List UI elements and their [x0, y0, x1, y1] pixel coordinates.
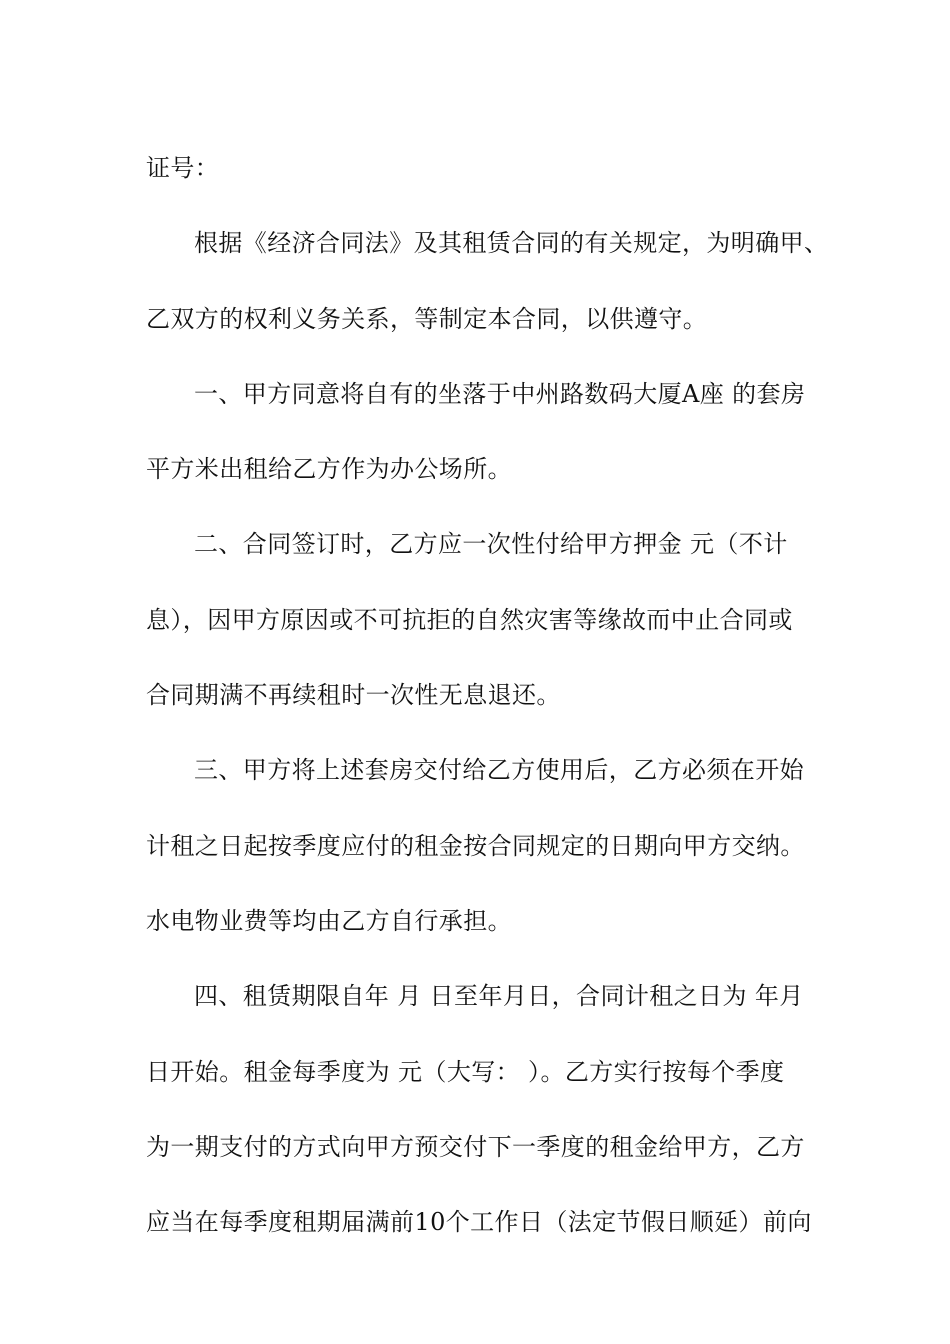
text-line-clause-1-b: 平方米出租给乙方作为办公场所。: [146, 455, 512, 484]
text-line-clause-3-b: 计租之日起按季度应付的租金按合同规定的日期向甲方交纳。: [146, 831, 805, 860]
text-line-clause-3-a: 三、甲方将上述套房交付给乙方使用后，乙方必须在开始: [194, 756, 804, 785]
text-line-preamble-2: 乙双方的权利义务关系，等制定本合同，以供遵守。: [146, 304, 708, 333]
text-line-clause-2-b: 息），因甲方原因或不可抗拒的自然灾害等缘故而中止合同或: [146, 605, 793, 634]
text-line-clause-1-a: 一、甲方同意将自有的坐落于中州路数码大厦A座 的套房: [194, 379, 806, 408]
text-line-clause-4-d: 应当在每季度租期届满前10个工作日（法定节假日顺延）前向: [146, 1208, 812, 1237]
text-line-clause-3-c: 水电物业费等均由乙方自行承担。: [146, 906, 512, 935]
text-line-clause-2-a: 二、合同签订时，乙方应一次性付给甲方押金 元（不计: [194, 530, 788, 559]
text-line-clause-4-b: 日开始。租金每季度为 元（大写： ）。乙方实行按每个季度: [146, 1057, 785, 1086]
contract-body: [146, 131, 829, 1260]
text-line-clause-4-c: 为一期支付的方式向甲方预交付下一季度的租金给甲方，乙方: [146, 1132, 805, 1161]
text-line-preamble-1: 根据《经济合同法》及其租赁合同的有关规定，为明确甲、: [194, 229, 829, 258]
text-line-certificate-number: 证号：: [146, 154, 220, 182]
text-line-clause-2-c: 合同期满不再续租时一次性无息退还。: [146, 681, 561, 710]
text-line-clause-4-a: 四、租赁期限自年 月 日至年月日，合同计租之日为 年月: [194, 982, 804, 1011]
